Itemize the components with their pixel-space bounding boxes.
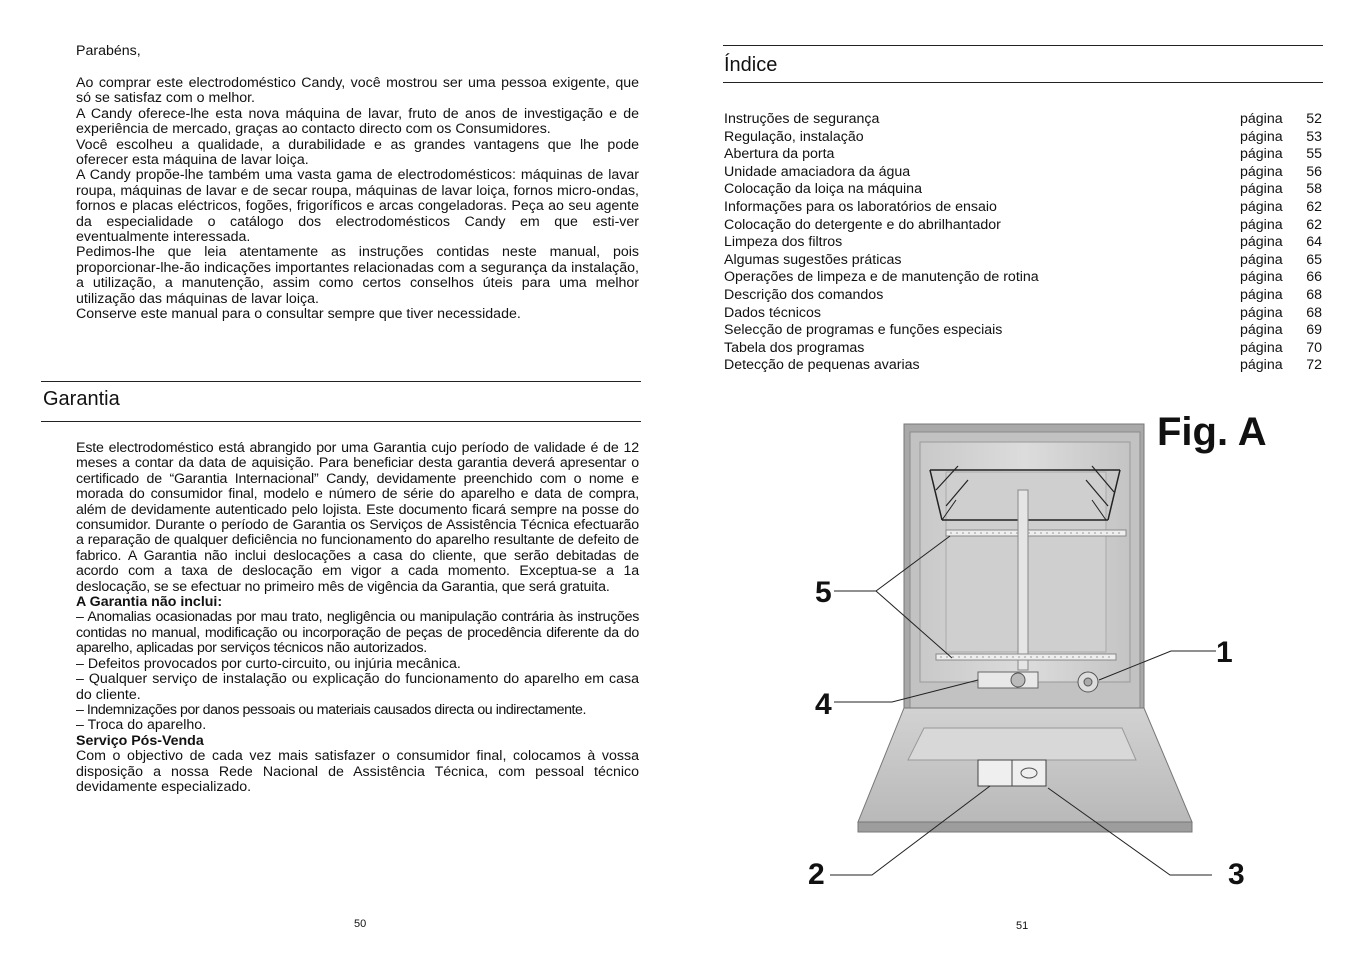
toc-page-word: página — [1240, 251, 1283, 268]
exclusion-item: – Troca do aparelho. — [76, 717, 207, 734]
service-text: Com o objectivo de cada vez mais satisfazer o consumidor final, colocamos à vossa disposição a nossa Rede Nacional de Assistência Técnica, com pessoal técnico devidamente especializado. — [76, 748, 639, 795]
toc-title: Colocação da loiça na máquina — [724, 181, 922, 198]
toc-page-number: 62 — [1306, 198, 1322, 215]
exclusion-item: – Defeitos provocados por curto-circuito, ou injúria mecânica. — [76, 655, 461, 672]
toc-page-word: página — [1240, 128, 1283, 145]
toc-page-number: 72 — [1306, 357, 1322, 374]
index-top-rule — [723, 45, 1323, 46]
toc-page-word: página — [1240, 216, 1283, 233]
toc-row — [724, 217, 1322, 235]
toc-title: Unidade amaciadora da água — [724, 163, 911, 180]
toc-row — [724, 269, 1322, 287]
toc-page-word: página — [1240, 269, 1283, 286]
toc-page-number: 68 — [1306, 286, 1322, 303]
toc-page-word: página — [1240, 322, 1283, 339]
toc-row — [724, 111, 1322, 129]
dishwasher-figure — [796, 410, 1316, 900]
intro-paragraph: Pedimos-lhe que leia atentamente as instruções contidas neste manual, pois proporcionar-lhe-ão indicações importantes relacionadas com a segurança da instalação, a utilização, a manutenção, assim como certos conselhos úteis para uma melhor utilização das máquinas de lavar loiça. — [76, 244, 639, 307]
intro-paragraph: Ao comprar este electrodoméstico Candy, você mostrou ser uma pessoa exigente, que só se satisfaz com o melhor. — [76, 75, 639, 107]
toc-page-word: página — [1240, 146, 1283, 163]
toc-page-number: 56 — [1306, 163, 1322, 180]
toc-row — [724, 322, 1322, 340]
toc-title: Detecção de pequenas avarias — [724, 357, 920, 374]
toc-page-number: 58 — [1306, 181, 1322, 198]
toc-page-word: página — [1240, 357, 1283, 374]
toc-title: Abertura da porta — [724, 146, 835, 163]
index-bottom-rule — [723, 82, 1323, 83]
toc-page-word: página — [1240, 304, 1283, 321]
toc-page-number: 68 — [1306, 304, 1322, 321]
warranty-block — [76, 441, 639, 795]
toc-title: Instruções de segurança — [724, 111, 880, 127]
page-number: 51 — [1016, 920, 1029, 932]
warranty-top-rule — [41, 381, 641, 382]
toc-page-number: 52 — [1306, 111, 1322, 127]
toc-row — [724, 305, 1322, 323]
table-of-contents — [724, 111, 1322, 375]
toc-row — [724, 234, 1322, 252]
intro-paragraph: A Candy oferece-lhe esta nova máquina de lavar, fruto de anos de investigação e de experiência de mercado, graças ao contacto directo com os Consumidores. — [76, 105, 639, 138]
page-number: 50 — [354, 918, 367, 930]
service-heading: Serviço Pós-Venda — [76, 732, 204, 749]
toc-title: Algumas sugestões práticas — [724, 251, 902, 268]
left-page — [0, 0, 675, 954]
toc-row — [724, 199, 1322, 217]
toc-page-word: página — [1240, 286, 1283, 303]
exclusion-item: – Qualquer serviço de instalação ou explicação do funcionamento do aparelho em casa do cliente. — [76, 671, 639, 703]
toc-page-word: página — [1240, 163, 1283, 180]
toc-page-word: página — [1240, 181, 1283, 198]
callout-2: 2 — [808, 858, 825, 891]
toc-page-number: 69 — [1306, 322, 1322, 339]
index-heading: Índice — [724, 54, 778, 76]
callout-3: 3 — [1228, 858, 1245, 891]
toc-page-word: página — [1240, 339, 1283, 356]
exclusion-item: – Anomalias ocasionadas por mau trato, negligência ou manipulação contrária às instruções contidas no manual, modificação ou incorporação de peças de procedência diferente da do aparelho, aplicadas por serviços técnicos não autorizados. — [76, 609, 639, 657]
intro-paragraph: A Candy propõe-lhe também uma vasta gama de electrodomésticos: máquinas de lavar roupa, máquinas de lavar e de secar roupa, máquinas de lavar loiça, fornos micro-ondas, fornos e placas eléctricos, fogões, frigoríficos e arcas congeladoras. Peça ao seu agente da especialidade o catálogo dos electrodomésticos Candy em que esti-ver eventualmente interessada. — [76, 167, 639, 246]
toc-row — [724, 252, 1322, 270]
toc-page-number: 70 — [1306, 339, 1322, 356]
right-page — [676, 0, 1351, 954]
toc-page-number: 64 — [1306, 234, 1322, 251]
callout-4: 4 — [815, 688, 832, 721]
toc-title: Colocação do detergente e do abrilhantador — [724, 216, 1001, 233]
warranty-text: Este electrodoméstico está abrangido por uma Garantia cujo período de validade é de 12 meses a contar da data de aquisição. Para beneficiar desta garantia deverá apresentar o certificado de “Garantia Internacional” Candy, devidamente preenchido com o nome e morada do consumidor final, modelo e número de série do aparelho e data de compra, além de devidamente autenticado pelo lojista. Este documento ficará sempre na posse do consumidor. Durante o período de Garantia os Serviços de Assistência Técnica efectuarão a reparação de qualquer deficiência no funcionamento do aparelho resultante de defeito de fabrico. A Garantia não inclui deslocações a casa do cliente, que serão debitadas de acordo com a taxa de deslocação em vigor a cada momento. Exceptua-se a 1a deslocação, se se efectuar no primeiro mês de vigência da Garantia, que será gratuita. — [76, 440, 639, 595]
toc-title: Limpeza dos filtros — [724, 234, 843, 251]
callout-1: 1 — [1216, 636, 1233, 669]
toc-row — [724, 164, 1322, 182]
toc-page-word: página — [1240, 198, 1283, 215]
warranty-bottom-rule — [41, 421, 641, 422]
callout-5: 5 — [815, 576, 832, 609]
toc-title: Regulação, instalação — [724, 128, 864, 145]
toc-row — [724, 146, 1322, 164]
toc-title: Descrição dos comandos — [724, 286, 884, 303]
greeting: Parabéns, — [76, 43, 141, 59]
figure-label: Fig. A — [1157, 410, 1267, 454]
toc-title: Dados técnicos — [724, 304, 821, 321]
toc-page-number: 65 — [1306, 251, 1322, 268]
intro-block — [76, 76, 639, 323]
toc-page-number: 66 — [1306, 269, 1322, 286]
toc-page-number: 53 — [1306, 128, 1322, 145]
intro-paragraph: Conserve este manual para o consultar sempre que tiver necessidade. — [76, 306, 521, 323]
toc-title: Selecção de programas e funções especiais — [724, 322, 1003, 339]
toc-title: Operações de limpeza e de manutenção de rotina — [724, 269, 1039, 286]
toc-row — [724, 181, 1322, 199]
warranty-heading: Garantia — [43, 388, 120, 410]
intro-paragraph: Você escolheu a qualidade, a durabilidade e as grandes vantagens que lhe pode oferecer esta máquina de lavar loiça. — [76, 136, 639, 169]
toc-page-number: 55 — [1306, 146, 1322, 163]
toc-row — [724, 357, 1322, 375]
toc-row — [724, 287, 1322, 305]
toc-page-word: página — [1240, 234, 1283, 251]
toc-page-word: página — [1240, 111, 1283, 127]
toc-title: Informações para os laboratórios de ensaio — [724, 198, 997, 215]
toc-row — [724, 129, 1322, 147]
toc-title: Tabela dos programas — [724, 339, 865, 356]
toc-page-number: 62 — [1306, 216, 1322, 233]
toc-row — [724, 340, 1322, 358]
exclusions-heading: A Garantia não inclui: — [76, 594, 223, 611]
exclusion-item: – Indemnizações por danos pessoais ou materiais causados directa ou indirectamente. — [76, 701, 586, 718]
